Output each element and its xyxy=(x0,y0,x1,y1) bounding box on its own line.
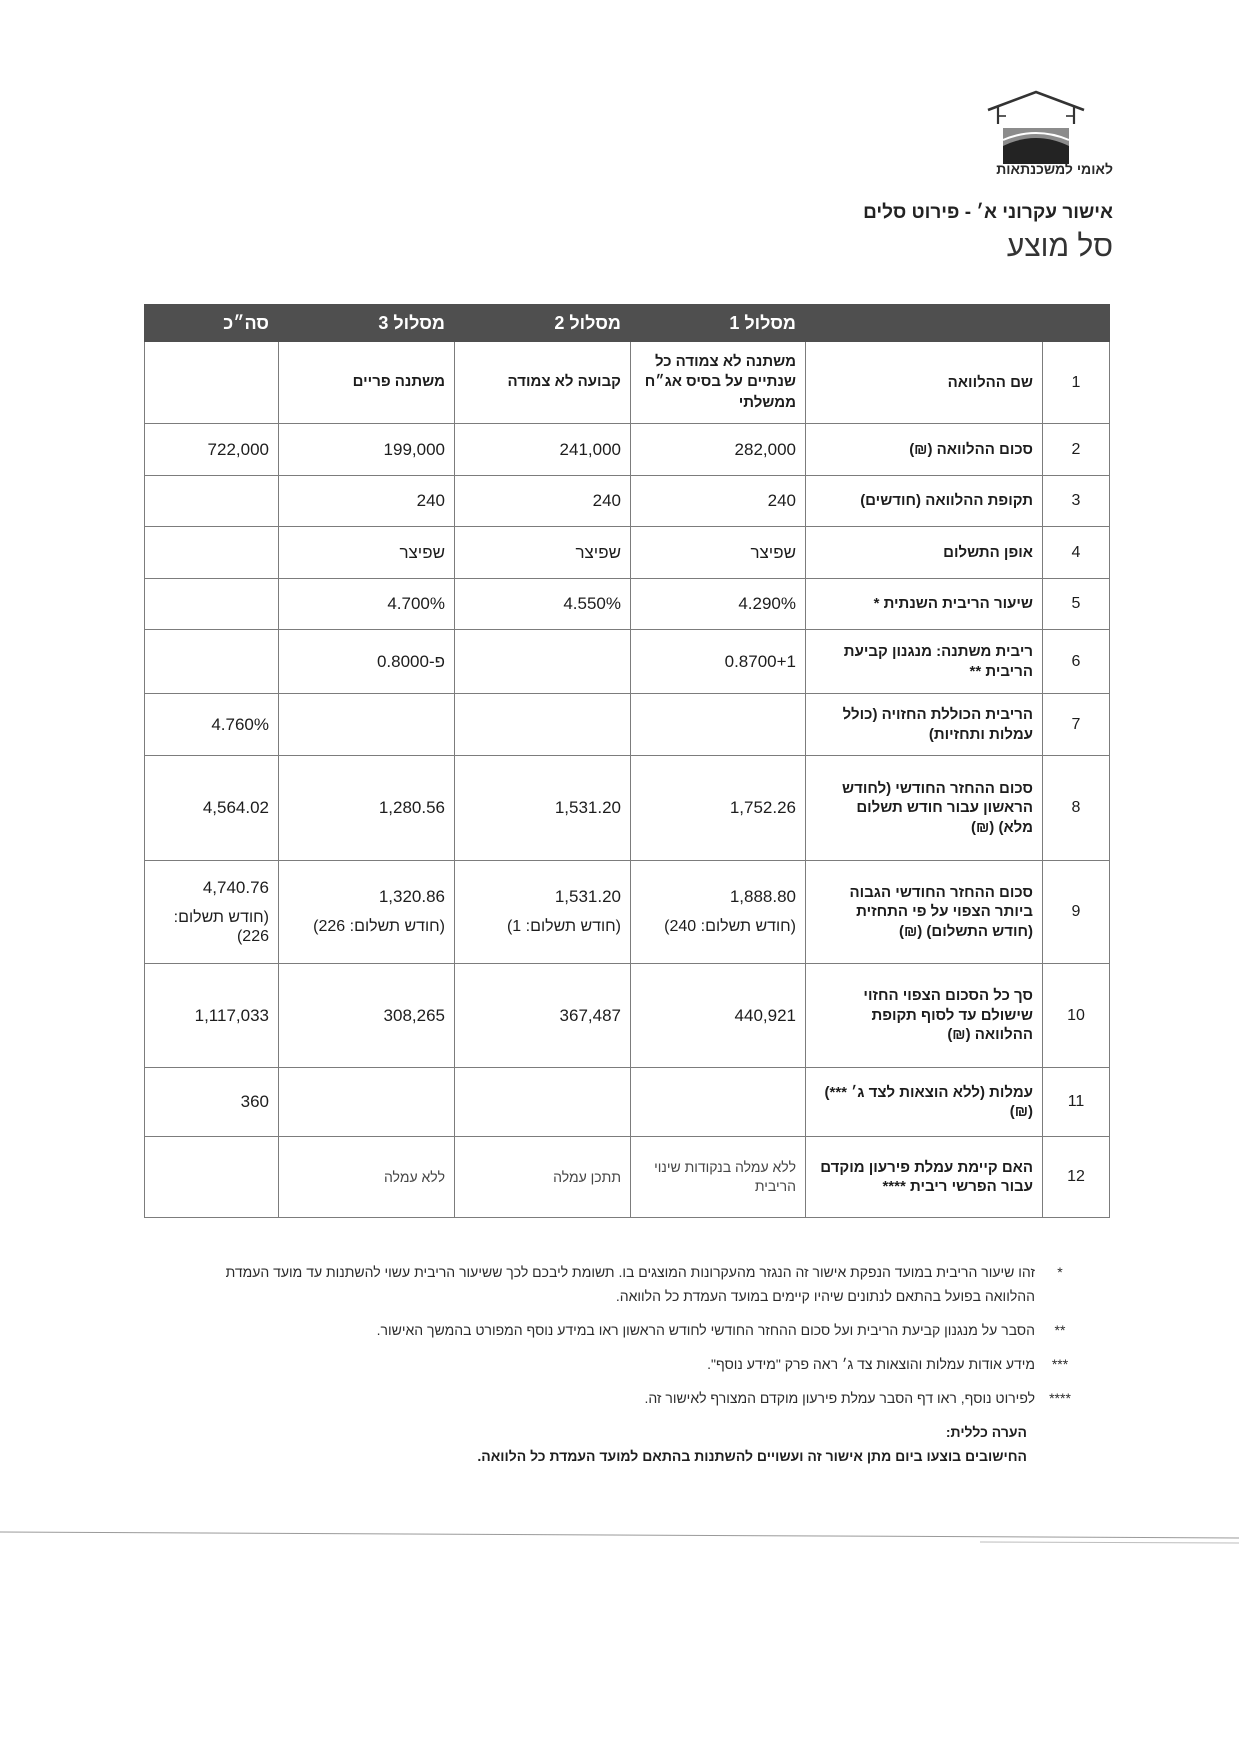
track3-value: 199,000 xyxy=(279,424,455,476)
total-value: 4.760% xyxy=(145,694,279,756)
header-label-cell xyxy=(806,305,1043,342)
table-row xyxy=(145,964,1110,1068)
track2-value: 367,487 xyxy=(455,964,631,1068)
track3-value: שפיצר xyxy=(279,527,455,579)
track1-amount: 1,888.80 xyxy=(729,887,796,907)
track2-value: 241,000 xyxy=(455,424,631,476)
house-logo-icon xyxy=(986,90,1086,166)
track3-value: משתנה פריים xyxy=(279,342,455,424)
table-row xyxy=(145,756,1110,861)
footnote-marker: *** xyxy=(1051,1356,1069,1372)
row-label: סכום ההחזר החודשי (לחודש הראשון עבור חודש תשלום מלא) (₪) xyxy=(806,756,1043,861)
header-total: סה״כ xyxy=(145,305,279,342)
header-track1: מסלול 1 xyxy=(631,305,806,342)
track2-value: תתכן עמלה xyxy=(455,1137,631,1218)
row-label: אופן התשלום xyxy=(806,527,1043,579)
row-number: 8 xyxy=(1043,756,1110,861)
track2-amount: 1,531.20 xyxy=(554,887,621,907)
track2-value: קבועה לא צמודה xyxy=(455,342,631,424)
track2-value xyxy=(455,694,631,756)
track3-value: 308,265 xyxy=(279,964,455,1068)
track1-value: משתנה לא צמודה כל שנתיים על בסיס אג״ח ממשלתי xyxy=(631,342,806,424)
row-number: 7 xyxy=(1043,694,1110,756)
total-value: 1,117,033 xyxy=(145,964,279,1068)
track1-value: 282,000 xyxy=(631,424,806,476)
track3-value: פ-0.8000 xyxy=(279,630,455,694)
table-row xyxy=(145,861,1110,964)
footnote-text: מידע אודות עמלות והוצאות צד ג׳ ראה פרק "מידע נוסף". xyxy=(707,1356,1035,1372)
track1-value xyxy=(631,694,806,756)
header-track2: מסלול 2 xyxy=(455,305,631,342)
track3-value: 4.700% xyxy=(279,579,455,630)
total-value xyxy=(145,861,279,964)
row-number: 4 xyxy=(1043,527,1110,579)
total-value xyxy=(145,342,279,424)
track3-payment-month: (חודש תשלום: 226) xyxy=(313,918,445,936)
track3-value xyxy=(279,1068,455,1137)
table-row xyxy=(145,694,1110,756)
track1-value: 240 xyxy=(631,476,806,527)
footnote-marker: **** xyxy=(1049,1390,1071,1406)
loan-tracks-table xyxy=(144,304,1110,1218)
total-value xyxy=(145,476,279,527)
table-row xyxy=(145,630,1110,694)
track3-value: 1,280.56 xyxy=(279,756,455,861)
total-value xyxy=(145,630,279,694)
track3-value: ללא עמלה xyxy=(279,1137,455,1218)
row-label: עמלות (ללא הוצאות לצד ג׳ ***) (₪) xyxy=(806,1068,1043,1137)
general-note-title: הערה כללית: xyxy=(945,1424,1027,1440)
table-row xyxy=(145,342,1110,424)
track3-value xyxy=(279,861,455,964)
track1-value xyxy=(631,1068,806,1137)
footnotes xyxy=(190,1260,1085,1468)
row-number: 10 xyxy=(1043,964,1110,1068)
track1-value: 0.8700+1 xyxy=(631,630,806,694)
track3-value: 240 xyxy=(279,476,455,527)
track2-value xyxy=(455,861,631,964)
total-value: 4,564.02 xyxy=(145,756,279,861)
footnote xyxy=(190,1318,1085,1342)
total-value: 360 xyxy=(145,1068,279,1137)
table-header-row xyxy=(145,305,1110,342)
footnote-text: הסבר על מנגנון קביעת הריבית ועל סכום ההחזר החודשי לחודש הראשון ראו במידע נוסף המפורט בהמשך האישור. xyxy=(376,1322,1035,1338)
track1-value: 1,752.26 xyxy=(631,756,806,861)
row-number: 2 xyxy=(1043,424,1110,476)
row-number: 5 xyxy=(1043,579,1110,630)
row-label: הריבית הכוללת החזויה (כולל עמלות ותחזיות) xyxy=(806,694,1043,756)
track1-value: שפיצר xyxy=(631,527,806,579)
track2-value xyxy=(455,630,631,694)
track1-value: 4.290% xyxy=(631,579,806,630)
track3-amount: 1,320.86 xyxy=(378,887,445,907)
logo-text: לאומי למשכנתאות xyxy=(996,161,1113,177)
footnote xyxy=(190,1352,1085,1376)
footnote-marker: ** xyxy=(1054,1322,1066,1338)
row-number: 1 xyxy=(1043,342,1110,424)
table-row xyxy=(145,527,1110,579)
table-row xyxy=(145,476,1110,527)
general-note-text: החישובים בוצעו ביום מתן אישור זה ועשויים להשתנות בהתאם למועד העמדת כל הלוואה. xyxy=(477,1448,1027,1464)
track1-payment-month: (חודש תשלום: 240) xyxy=(664,918,796,936)
track2-value xyxy=(455,1068,631,1137)
total-amount: 4,740.76 xyxy=(202,877,269,897)
footnote-text: זהו שיעור הריבית במועד הנפקת אישור זה הנגזר מהעקרונות המוצגים בו. תשומת ליבכם לכך ששיעור הריבית עשוי להשתנות עד מועד העמדת ההלוואה בפועל בהתאם לנתונים שיהיו קיימים במועד העמדת כל הלוואה. xyxy=(225,1264,1035,1304)
footnote-text: לפירוט נוסף, ראו דף הסבר עמלת פירעון מוקדם המצורף לאישור זה. xyxy=(644,1390,1035,1406)
track1-value: ללא עמלה בנקודות שינוי הריבית xyxy=(631,1137,806,1218)
table-row xyxy=(145,424,1110,476)
row-label: סכום ההחזר החודשי הגבוה ביותר הצפוי על פי התחזית (חודש התשלום) (₪) xyxy=(806,861,1043,964)
footnote xyxy=(190,1386,1085,1410)
row-label: שם ההלוואה xyxy=(806,342,1043,424)
total-value xyxy=(145,1137,279,1218)
row-label: שיעור הריבית השנתית * xyxy=(806,579,1043,630)
track2-payment-month: (חודש תשלום: 1) xyxy=(506,918,621,936)
track1-value: 440,921 xyxy=(631,964,806,1068)
header-number-cell xyxy=(1043,305,1110,342)
row-label: ריבית משתנה: מנגנון קביעת הריבית ** xyxy=(806,630,1043,694)
scan-edge-line xyxy=(0,1524,1239,1548)
track2-value: 240 xyxy=(455,476,631,527)
table-row xyxy=(145,1137,1110,1218)
header-track3: מסלול 3 xyxy=(279,305,455,342)
table-row xyxy=(145,579,1110,630)
track1-value xyxy=(631,861,806,964)
row-number: 12 xyxy=(1043,1137,1110,1218)
total-value: 722,000 xyxy=(145,424,279,476)
total-value xyxy=(145,527,279,579)
row-number: 9 xyxy=(1043,861,1110,964)
row-label: האם קיימת עמלת פירעון מוקדם עבור הפרשי ריבית **** xyxy=(806,1137,1043,1218)
row-number: 11 xyxy=(1043,1068,1110,1137)
total-value xyxy=(145,579,279,630)
page-title: אישור עקרוני א׳ - פירוט סלים xyxy=(863,202,1113,223)
row-number: 3 xyxy=(1043,476,1110,527)
total-payment-month: (חודש תשלום: 226) xyxy=(173,908,269,945)
page-subtitle: סל מוצע xyxy=(1006,230,1113,263)
table-row xyxy=(145,1068,1110,1137)
row-label: סך כל הסכום הצפוי החזוי שישולם עד לסוף תקופת ההלוואה (₪) xyxy=(806,964,1043,1068)
track2-value: 4.550% xyxy=(455,579,631,630)
footnote xyxy=(190,1260,1085,1308)
row-label: תקופת ההלוואה (חודשים) xyxy=(806,476,1043,527)
footnote-marker: * xyxy=(1057,1264,1063,1280)
track2-value: שפיצר xyxy=(455,527,631,579)
track3-value xyxy=(279,694,455,756)
row-number: 6 xyxy=(1043,630,1110,694)
track2-value: 1,531.20 xyxy=(455,756,631,861)
row-label: סכום ההלוואה (₪) xyxy=(806,424,1043,476)
